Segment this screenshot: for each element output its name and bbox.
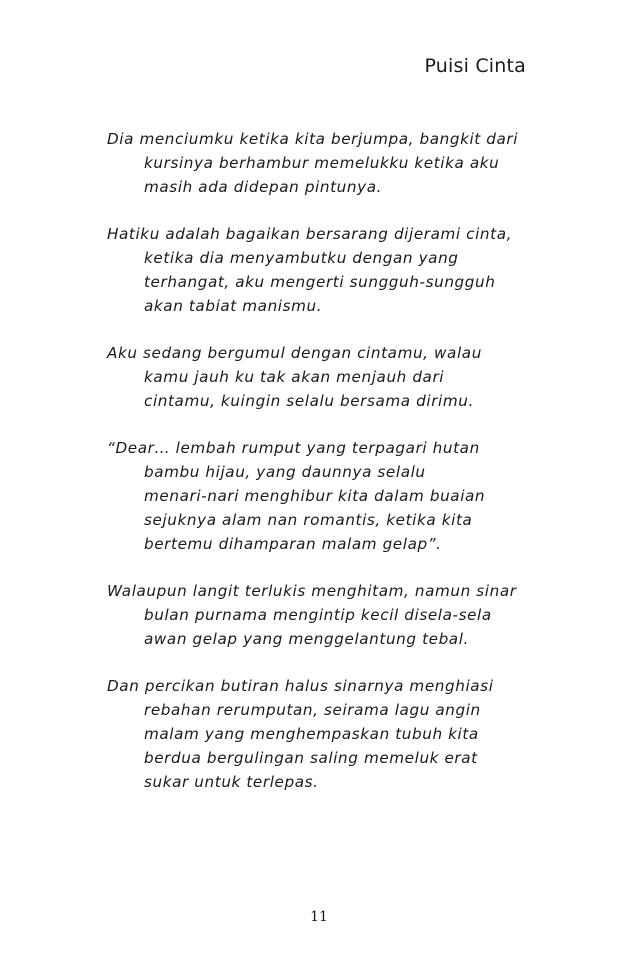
poem-line: Hatiku adalah bagaikan bersarang dijerami cinta, [107, 225, 513, 243]
poem-line: awan gelap yang menggelantung tebal. [144, 630, 469, 648]
poem-line: sukar untuk terlepas. [144, 773, 319, 791]
poem-line: Dan percikan butiran halus sinarnya menghiasi [107, 677, 494, 695]
poem-line: malam yang menghempaskan tubuh kita [144, 725, 479, 743]
poem-line: berdua bergulingan saling memeluk erat [144, 749, 478, 767]
stanza-2 [107, 223, 547, 318]
poem-line: rebahan rerumputan, seirama lagu angin [144, 701, 481, 719]
poem-body [107, 128, 547, 818]
poem-line: bertemu dihamparan malam gelap”. [144, 535, 442, 553]
poem-line: kamu jauh ku tak akan menjauh dari [144, 368, 445, 386]
poem-line: Walaupun langit terlukis menghitam, namun sinar [107, 582, 517, 600]
stanza-1 [107, 128, 547, 199]
stanza-3 [107, 342, 547, 413]
poem-line: akan tabiat manismu. [144, 297, 323, 315]
poem-line: sejuknya alam nan romantis, ketika kita [144, 511, 473, 529]
page-number: 11 [310, 909, 328, 925]
poem-line: bulan purnama mengintip kecil disela-sela [144, 606, 492, 624]
poem-line: kursinya berhambur memelukku ketika aku [144, 154, 500, 172]
poem-line: bambu hijau, yang daunnya selalu [144, 463, 426, 481]
poem-line: masih ada didepan pintunya. [144, 178, 383, 196]
stanza-6 [107, 675, 547, 794]
stanza-4 [107, 437, 547, 556]
stanza-5 [107, 580, 547, 651]
poem-line: menari-nari menghibur kita dalam buaian [144, 487, 486, 505]
poem-line: Dia menciumku ketika kita berjumpa, bangkit dari [107, 130, 519, 148]
poem-line: “Dear… lembah rumput yang terpagari hutan [107, 439, 480, 457]
poem-line: ketika dia menyambutku dengan yang [144, 249, 459, 267]
poem-line: cintamu, kuingin selalu bersama dirimu. [144, 392, 474, 410]
poem-line: Aku sedang bergumul dengan cintamu, walau [107, 344, 482, 362]
page-title: Puisi Cinta [424, 55, 526, 77]
poem-line: terhangat, aku mengerti sungguh-sungguh [144, 273, 496, 291]
